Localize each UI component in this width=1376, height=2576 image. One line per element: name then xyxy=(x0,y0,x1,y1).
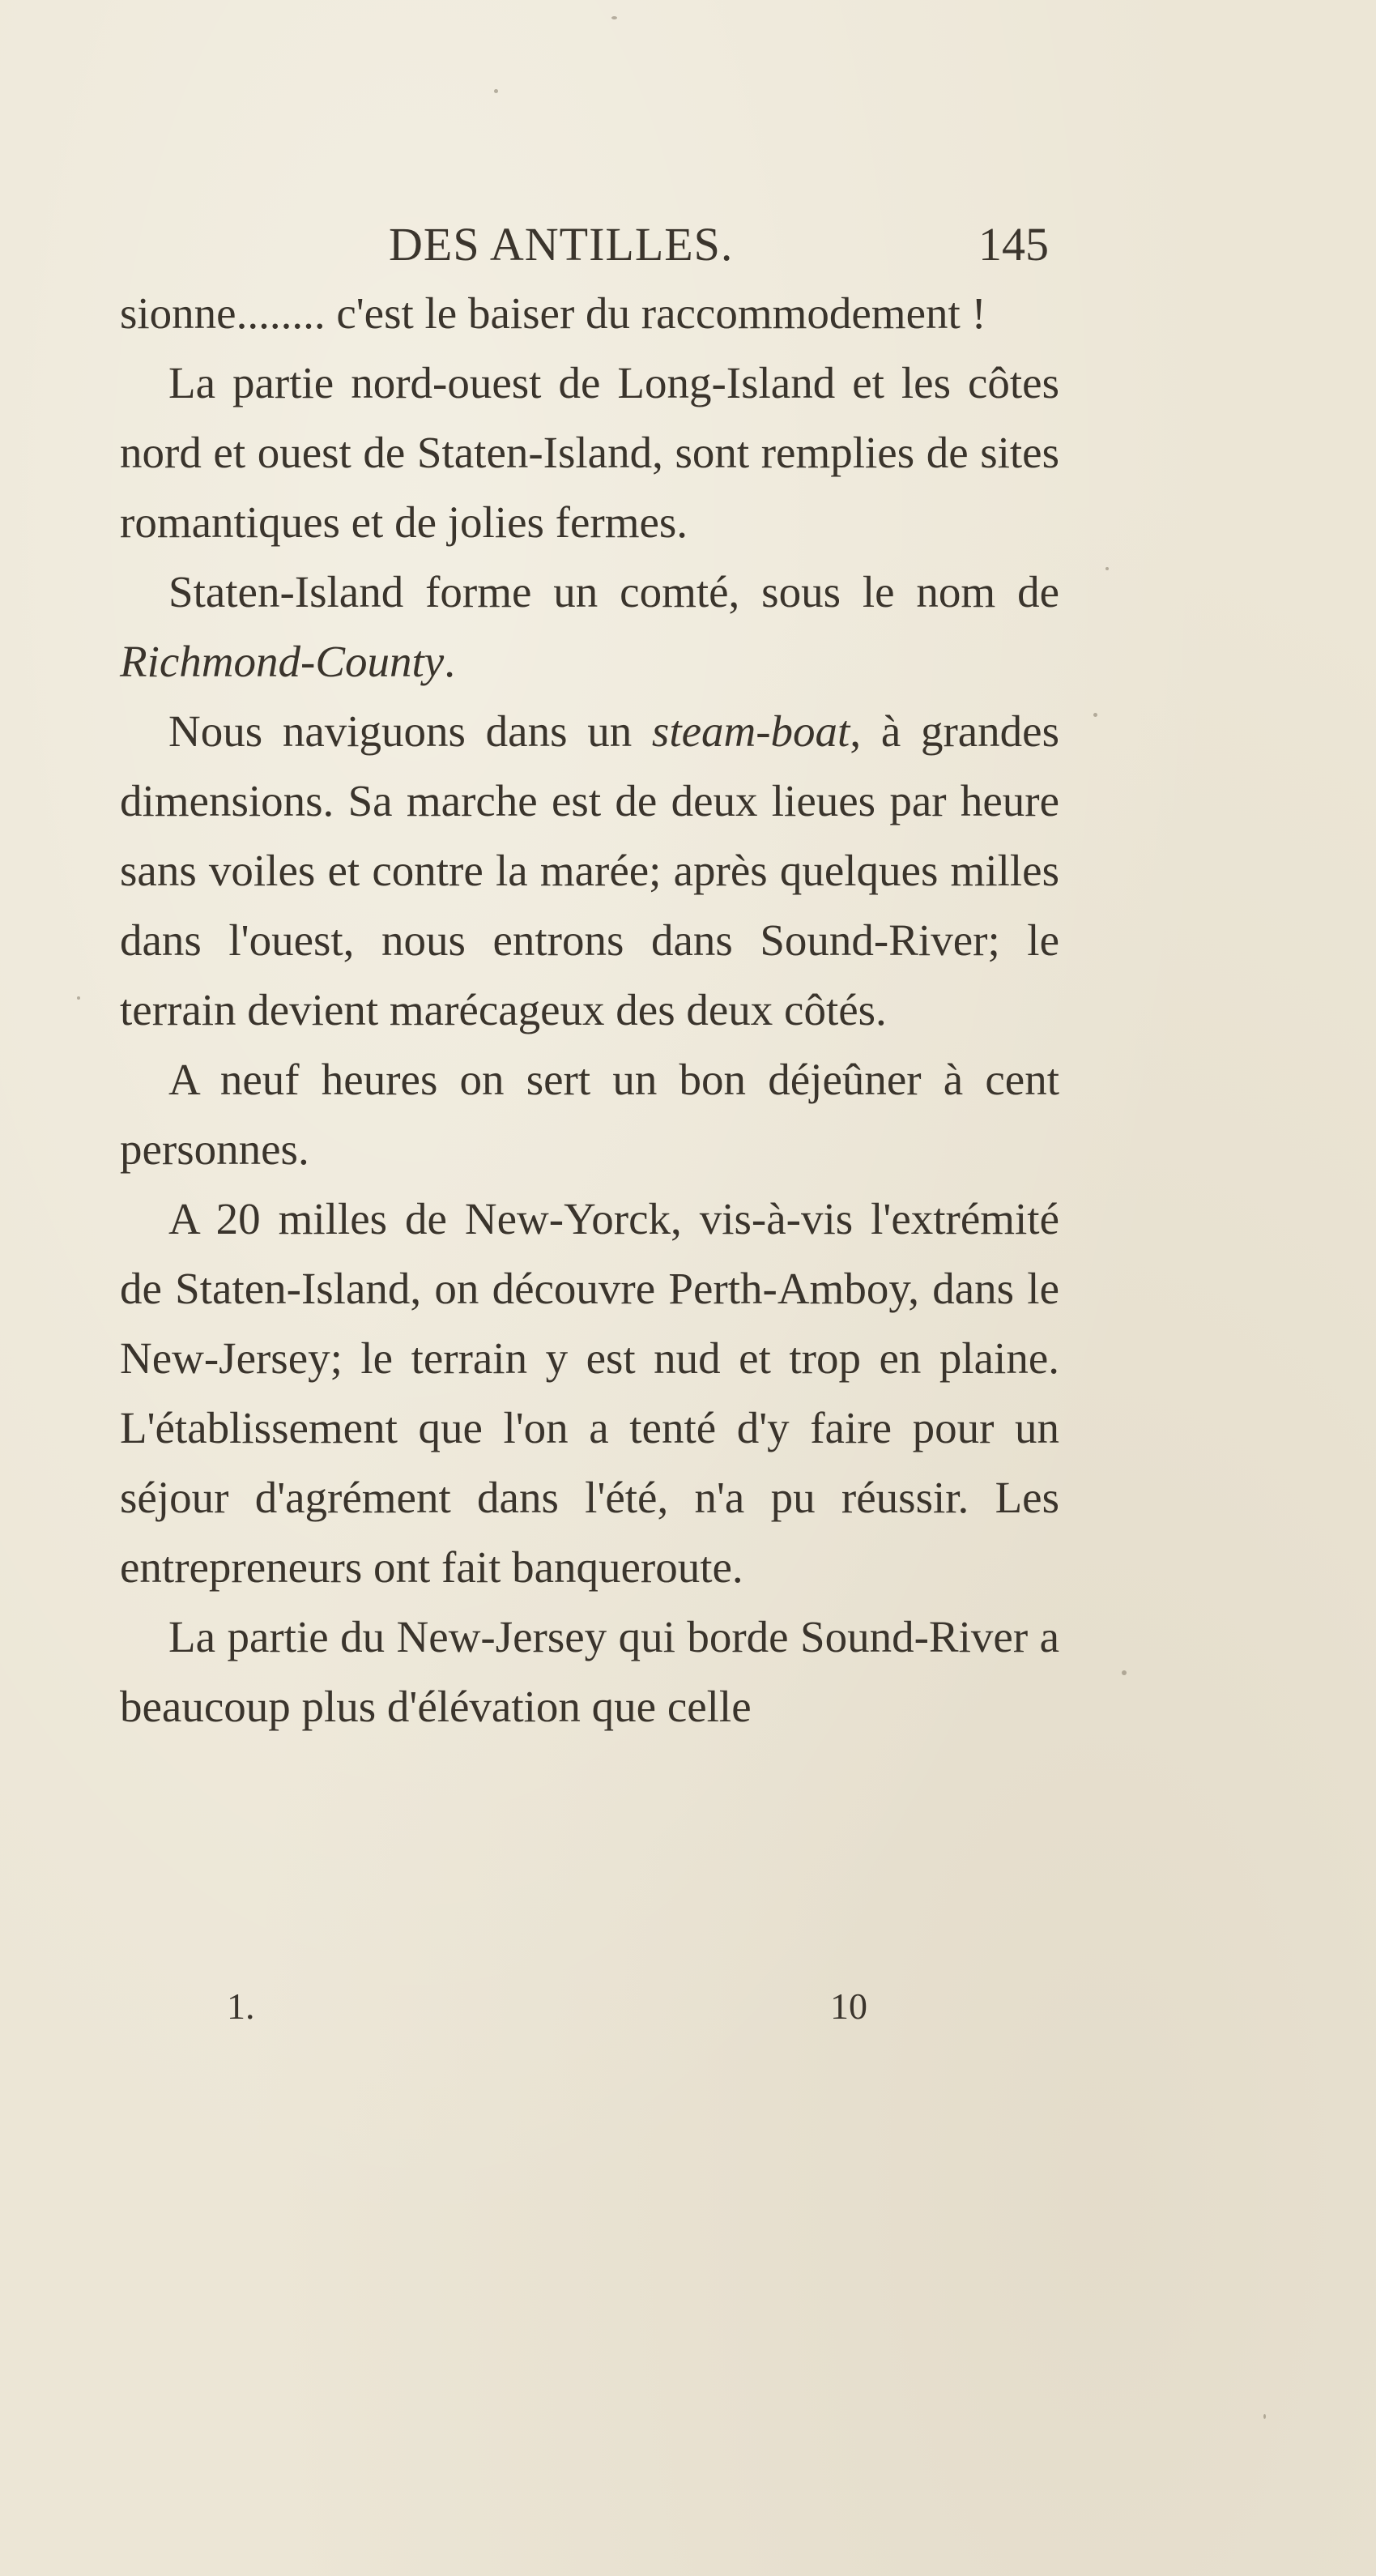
paragraph-text: A neuf heures on sert un bon déjeûner à cent personnes. xyxy=(120,1055,1059,1174)
italic-term: steam-boat xyxy=(651,706,850,756)
paragraph xyxy=(120,279,1059,348)
paragraph-text: La partie du New-Jersey qui borde Sound-River a beaucoup plus d'élévation que celle xyxy=(120,1612,1059,1731)
running-title: DES ANTILLES. xyxy=(389,218,734,271)
paragraph-text: Nous naviguons dans un xyxy=(168,706,652,756)
paragraph xyxy=(120,1045,1059,1184)
signature-mark: 1. xyxy=(227,1985,255,2027)
page-footer xyxy=(227,1978,956,2035)
paragraph-text: A 20 milles de New-Yorck, vis-à-vis l'extrémité de Staten-Island, on découvre Perth-Amboy, dans le New-Jersey; le terrain y est nud et trop en plaine. L'établissement que l'on a tenté d'y faire pour un séjour d'agrément dans l'été, n'a pu réussir. Les entrepreneurs ont fait banqueroute. xyxy=(120,1194,1059,1592)
page-header xyxy=(381,212,1065,277)
gathering-number: 10 xyxy=(830,1985,867,2027)
paragraph-text: sionne........ c'est le baiser du raccommodement ! xyxy=(120,288,986,338)
paper-speck xyxy=(494,89,498,93)
paper-speck xyxy=(1122,1670,1127,1675)
paragraph xyxy=(120,348,1059,557)
paper-speck xyxy=(611,16,617,19)
page-number: 145 xyxy=(978,218,1049,271)
paragraph-text: . xyxy=(444,637,455,686)
paragraph xyxy=(120,1602,1059,1742)
paragraph-text: Staten-Island forme un comté, sous le nom de xyxy=(168,567,1059,616)
paragraph xyxy=(120,1184,1059,1602)
paragraph xyxy=(120,697,1059,1045)
paragraph xyxy=(120,557,1059,697)
paragraph-text: La partie nord-ouest de Long-Island et les côtes nord et ouest de Staten-Island, sont remplies de sites romantiques et de jolies fermes. xyxy=(120,358,1059,547)
paragraph-text: , à grandes dimensions. Sa marche est de deux lieues par heure sans voiles et contre la marée; après quelques milles dans l'ouest, nous entrons dans Sound-River; le terrain devient marécageux des deux côtés. xyxy=(120,706,1059,1034)
paper-speck xyxy=(1093,713,1097,717)
paper-speck xyxy=(1105,567,1109,570)
paper-speck xyxy=(1263,2414,1266,2419)
body-text xyxy=(120,279,1059,1742)
italic-term: Richmond-County xyxy=(120,637,445,686)
paper-speck xyxy=(77,996,80,1000)
